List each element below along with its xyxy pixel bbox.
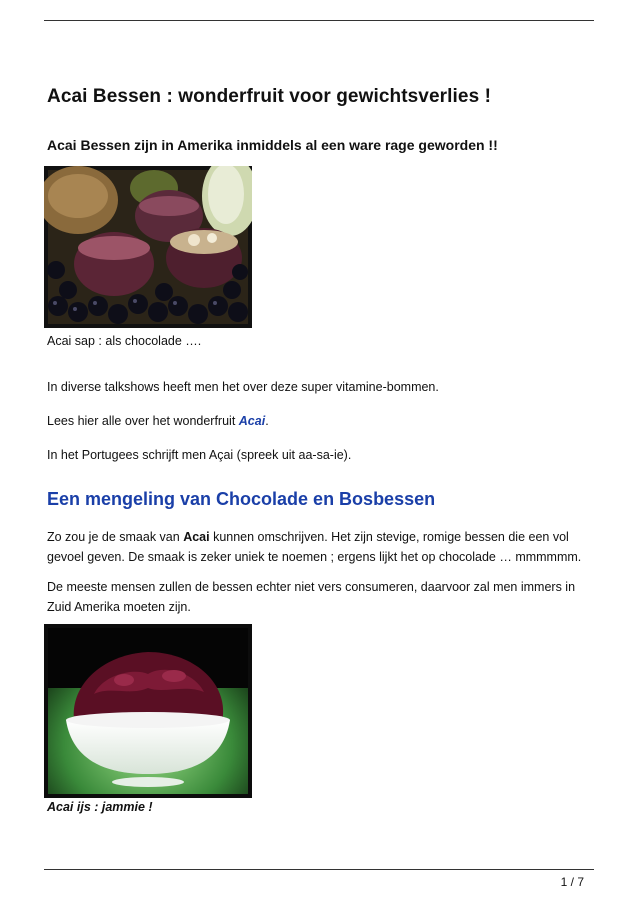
section-heading: Een mengeling van Chocolade en Bosbessen xyxy=(47,489,436,509)
paragraph-lees-hier xyxy=(47,411,269,431)
page-number: 1 / 7 xyxy=(560,875,584,889)
paragraph-smaak xyxy=(47,527,607,567)
text-span: kunnen omschrijven. Het zijn stevige, romige bessen die een vol xyxy=(209,530,569,544)
paragraph-text: Lees hier alle over het wonderfruit xyxy=(47,414,239,428)
acai-ice-cream-image xyxy=(44,624,252,798)
page-subtitle: Acai Bessen zijn in Amerika inmiddels al een ware rage geworden !! xyxy=(47,137,498,153)
footer-rule xyxy=(44,869,594,870)
paragraph-portugees: In het Portugees schrijft men Açai (spreek uit aa-sa-ie). xyxy=(47,448,352,462)
page-title: Acai Bessen : wonderfruit voor gewichtsverlies ! xyxy=(47,86,492,107)
paragraph-consumeren xyxy=(47,577,607,617)
acai-bold: Acai xyxy=(183,530,210,544)
acai-juice-image xyxy=(44,166,252,328)
paragraph-text-end: . xyxy=(265,414,269,428)
header-rule xyxy=(44,20,594,21)
acai-link[interactable]: Acai xyxy=(238,414,266,428)
paragraph-consumeren-line1: De meeste mensen zullen de bessen echter niet vers consumeren, daarvoor zal men immers in xyxy=(47,580,576,594)
image1-caption: Acai sap : als chocolade …. xyxy=(47,334,202,348)
image2-caption: Acai ijs : jammie ! xyxy=(47,800,153,814)
paragraph-consumeren-line2: Zuid Amerika moeten zijn. xyxy=(47,600,191,614)
text-span: Zo zou je de smaak van xyxy=(47,530,184,544)
paragraph-smaak-line1 xyxy=(47,527,607,547)
paragraph-talkshows: In diverse talkshows heeft men het over deze super vitamine-bommen. xyxy=(47,380,439,394)
paragraph-smaak-line2: gevoel geven. De smaak is zeker uniek te noemen ; ergens lijkt het op chocolade … mmmmmm. xyxy=(47,550,582,564)
